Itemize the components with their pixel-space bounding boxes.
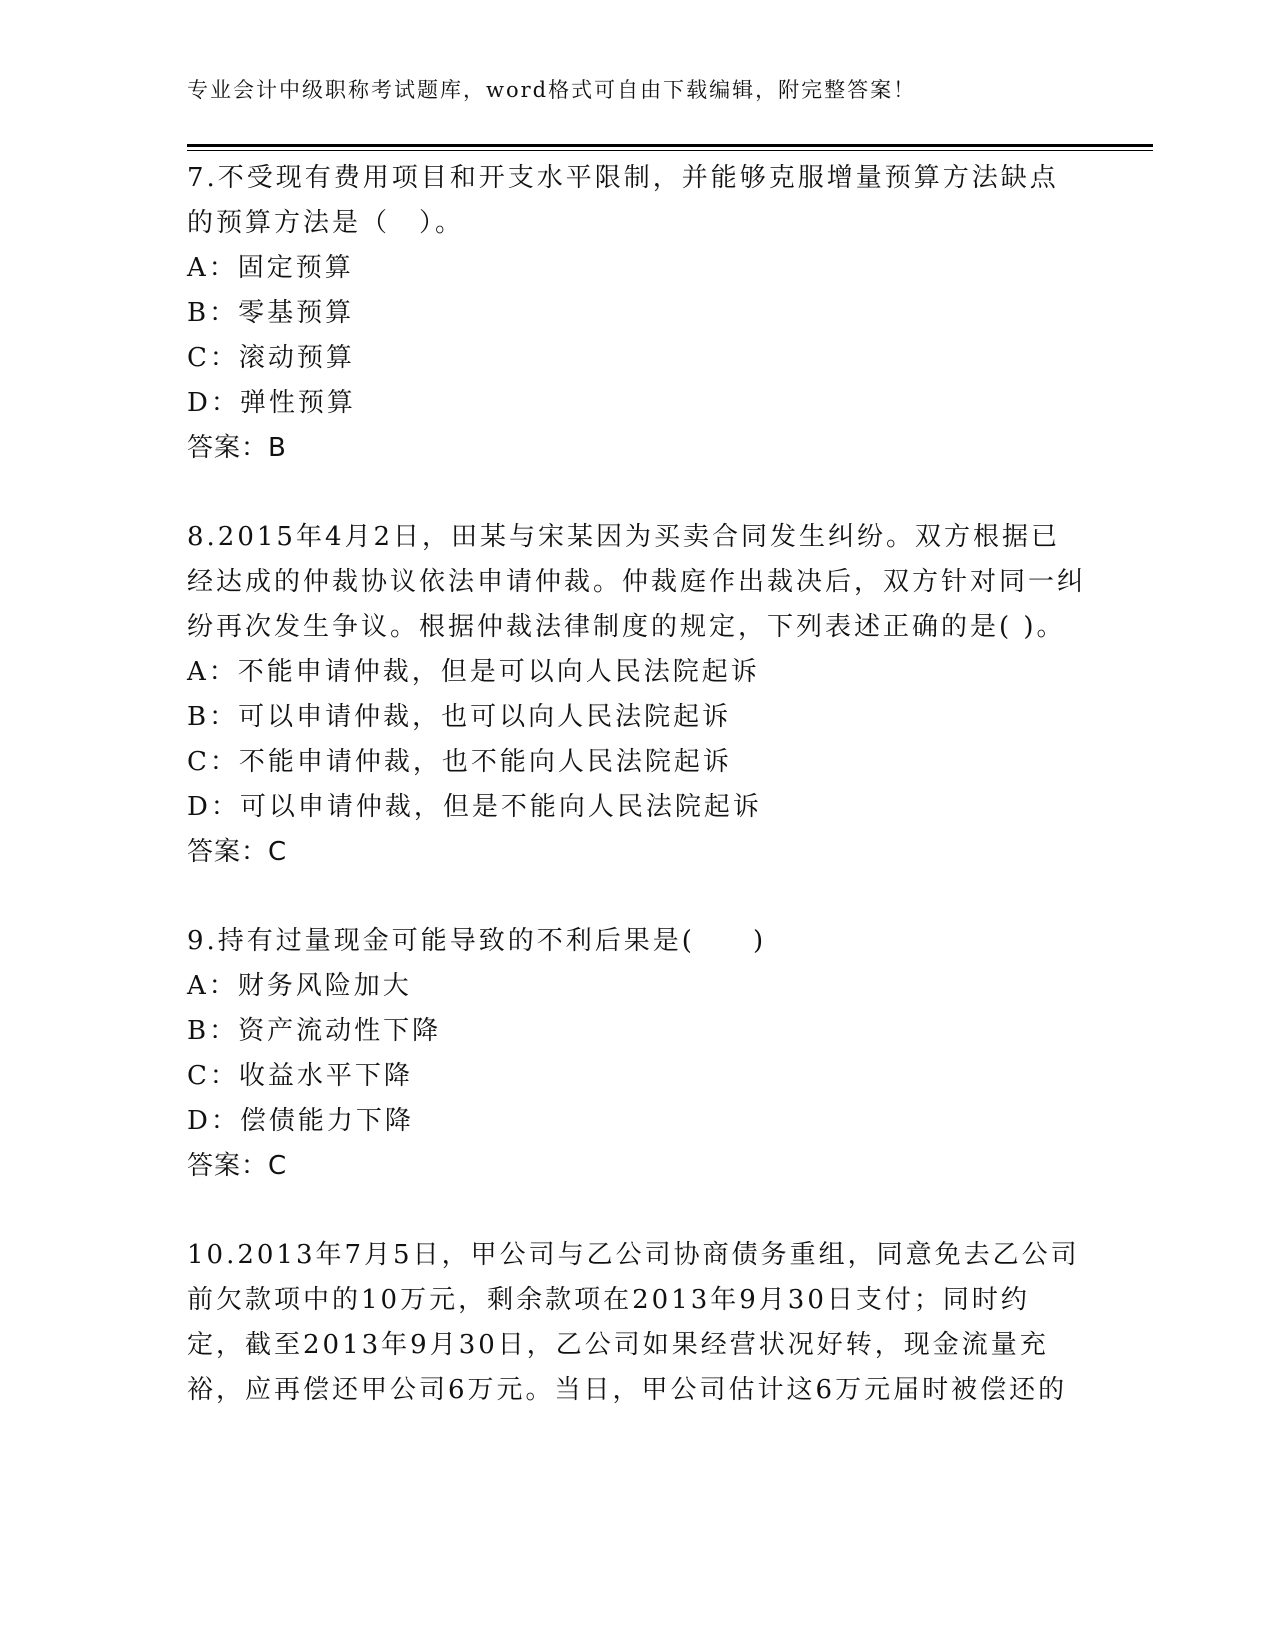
answer: 答案：C (187, 1151, 288, 1181)
option-d: D：可以申请仲裁，但是不能向人民法院起诉 (187, 792, 762, 822)
page-header: 专业会计中级职称考试题库，word格式可自由下载编辑，附完整答案！ (187, 78, 917, 102)
question-7 (187, 156, 1087, 471)
option-b: B：零基预算 (187, 298, 355, 328)
header-rule (187, 144, 1153, 147)
option-c: C：收益水平下降 (187, 1061, 413, 1091)
questions-list (187, 156, 1087, 1457)
option-b: B：资产流动性下降 (187, 1016, 442, 1046)
option-a: A：固定预算 (187, 253, 354, 283)
question-stem: 8.2015年4月2日，田某与宋某因为买卖合同发生纠纷。双方根据已经达成的仲裁协议依法申请仲裁。仲裁庭作出裁决后，双方针对同一纠纷再次发生争议。根据仲裁法律制度的规定，下列表述正确的是( )。 (187, 522, 1087, 642)
option-d: D：弹性预算 (187, 388, 356, 418)
question-9 (187, 919, 1087, 1189)
answer: 答案：C (187, 837, 288, 867)
option-d: D：偿债能力下降 (187, 1106, 414, 1136)
option-a: A：财务风险加大 (187, 971, 412, 1001)
option-b: B：可以申请仲裁，也可以向人民法院起诉 (187, 702, 732, 732)
option-c: C：滚动预算 (187, 343, 355, 373)
option-c: C：不能申请仲裁，也不能向人民法院起诉 (187, 747, 732, 777)
question-stem: 10.2013年7月5日，甲公司与乙公司协商债务重组，同意免去乙公司前欠款项中的10万元，剩余款项在2013年9月30日支付；同时约定，截至2013年9月30日，乙公司如果经营状况好转，现金流量充裕，应再偿还甲公司6万元。当日，甲公司估计这6万元届时被偿还的 (187, 1240, 1080, 1405)
question-10 (187, 1233, 1087, 1413)
option-a: A：不能申请仲裁，但是可以向人民法院起诉 (187, 657, 760, 687)
answer: 答案：B (187, 433, 287, 463)
question-stem: 9.持有过量现金可能导致的不利后果是( ) (187, 926, 767, 956)
header-rule-thin (187, 150, 1153, 151)
question-8 (187, 515, 1087, 875)
question-stem: 7.不受现有费用项目和开支水平限制，并能够克服增量预算方法缺点的预算方法是（ ）。 (187, 163, 1059, 238)
